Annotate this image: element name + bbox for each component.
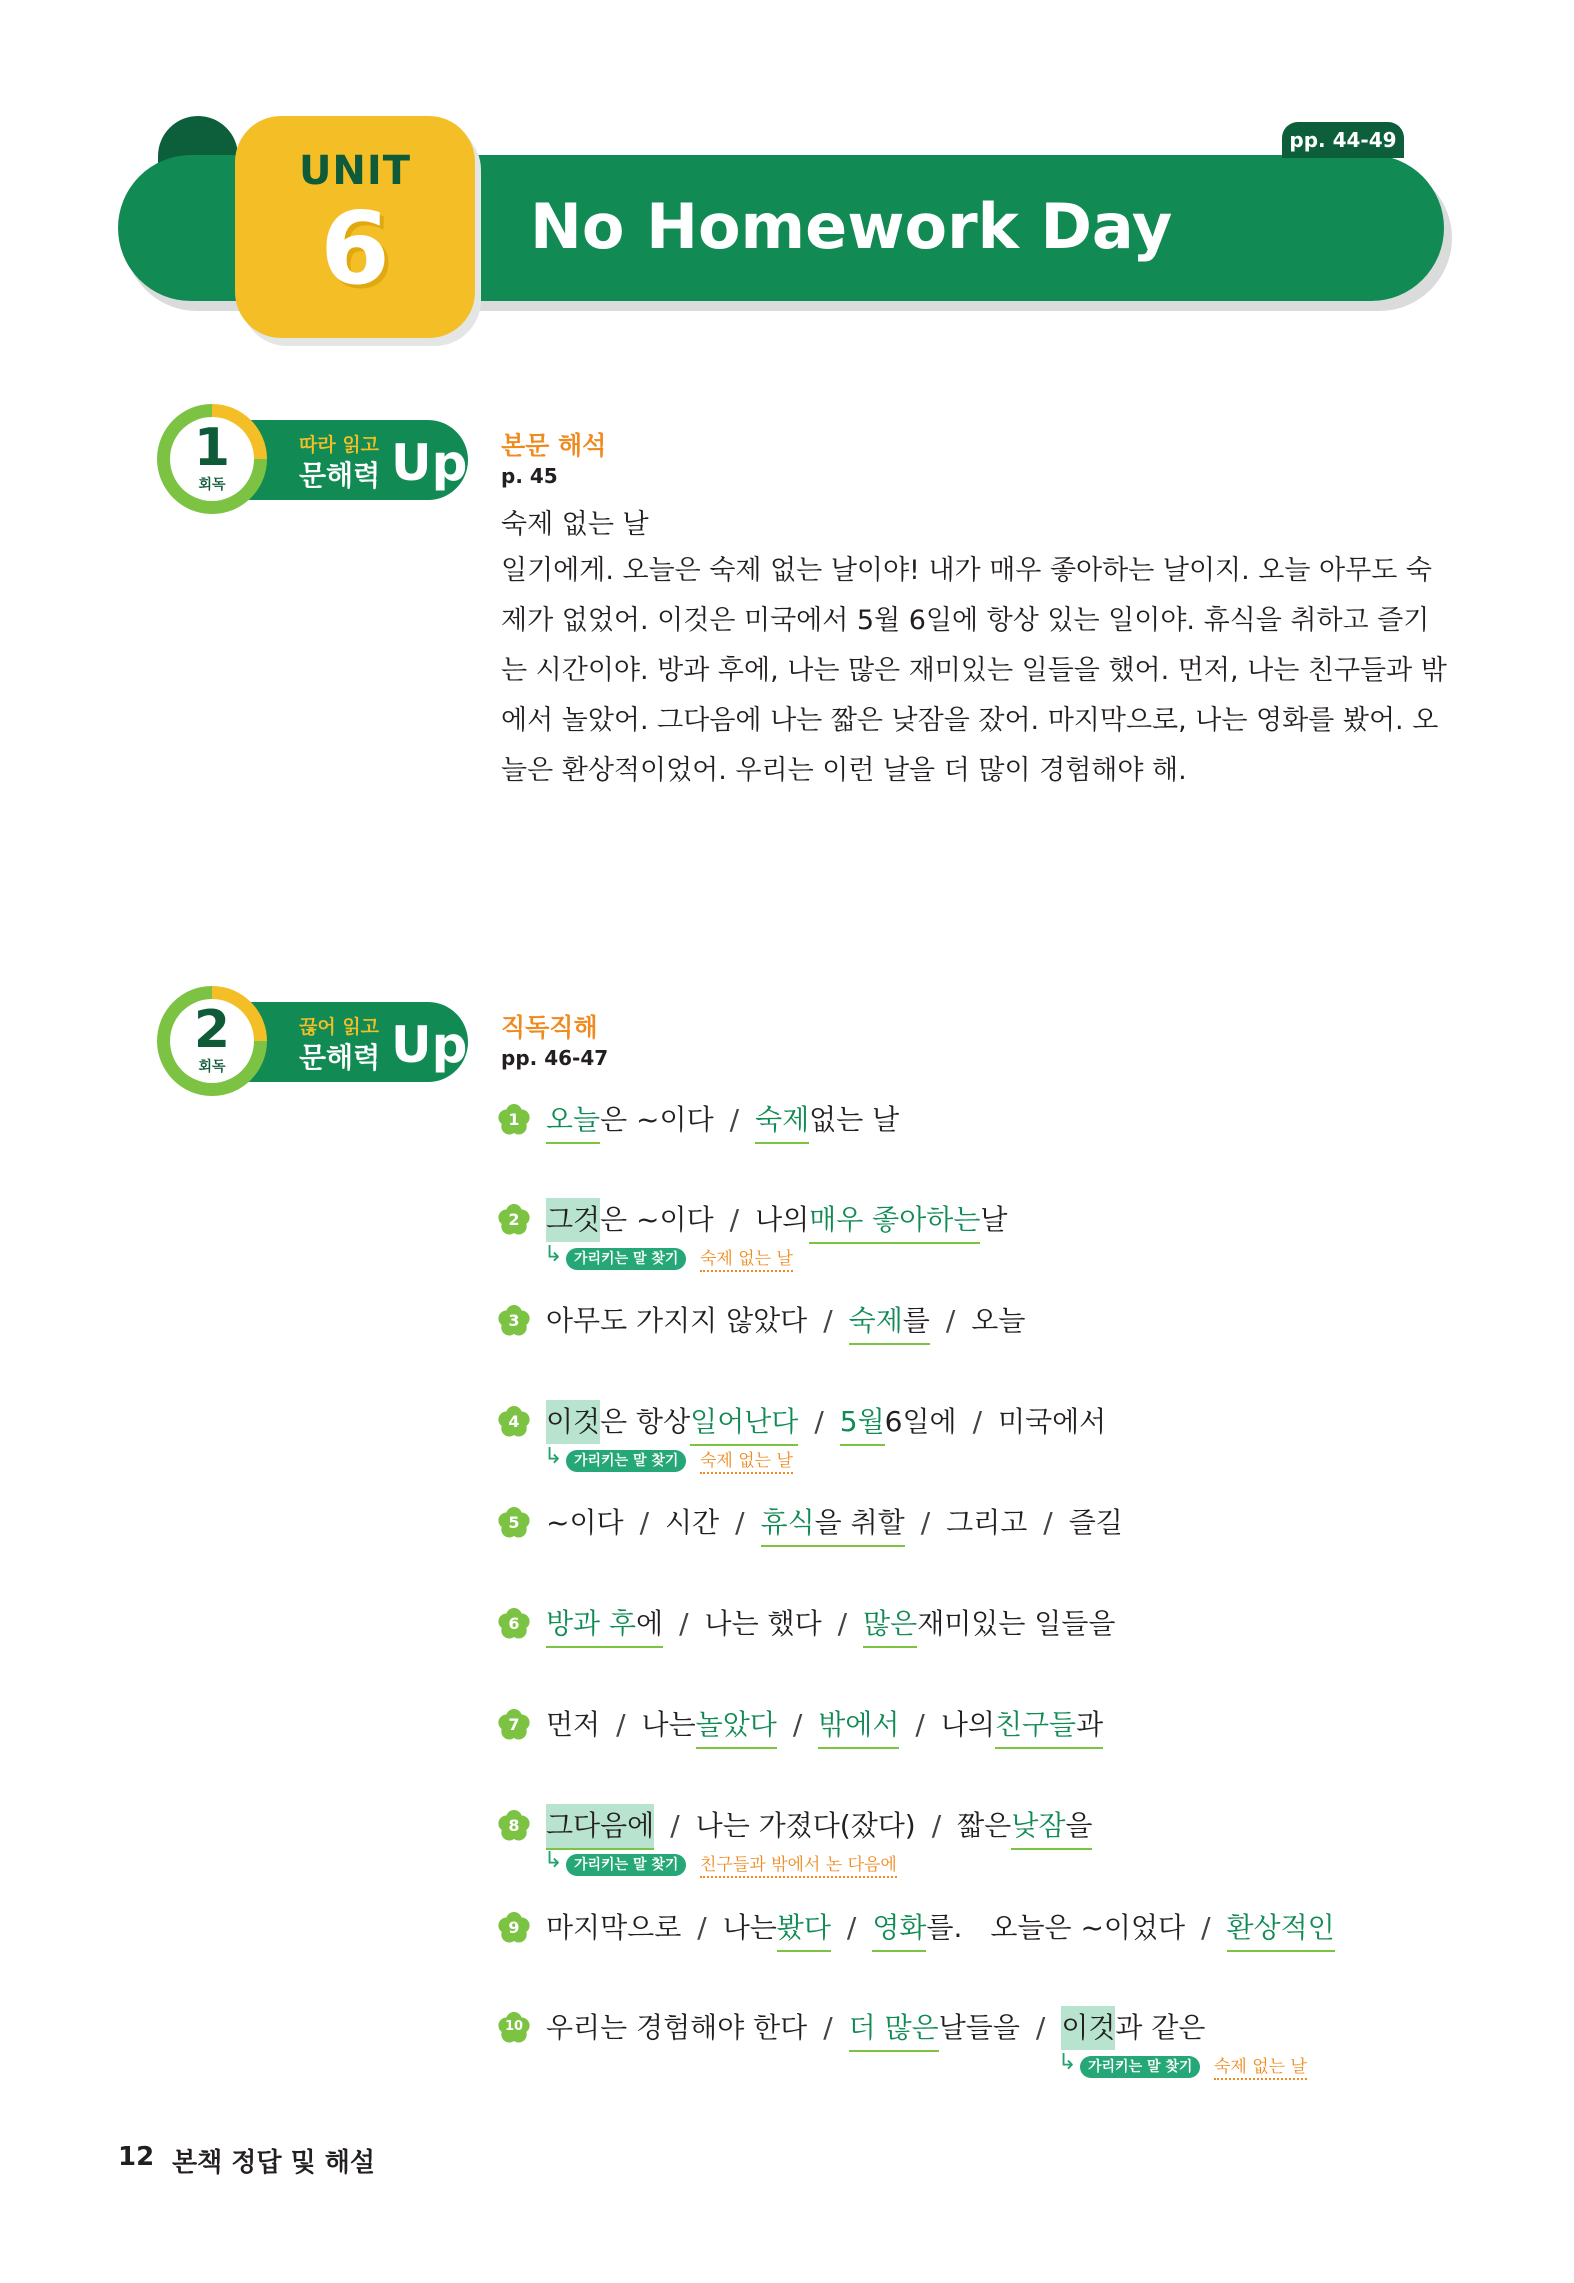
translation-line: 늘은 환상적이었어. 우리는 이런 날을 더 많이 경험해야 해. xyxy=(501,755,1187,786)
badge-main: 문해력 xyxy=(299,1041,381,1074)
flower-number-icon: 4 xyxy=(498,1406,530,1438)
badge-up-icon: Up xyxy=(391,434,468,492)
badge-subtitle: 끊어 읽고 xyxy=(299,1016,380,1038)
translation-line: 일기에게. 오늘은 숙제 없는 날이야! 내가 매우 좋아하는 날이지. 오늘 아무도 숙 xyxy=(501,555,1432,586)
flower-number-icon: 8 xyxy=(498,1810,530,1842)
badge-number: 1 xyxy=(193,418,231,478)
reference-tag: 가리키는 말 찾기 xyxy=(566,1450,686,1472)
reference-tag: 가리키는 말 찾기 xyxy=(566,1854,686,1876)
flower-number-icon: 6 xyxy=(498,1608,530,1640)
unit-title: No Homework Day xyxy=(530,190,1173,263)
pages-badge: pp. 44-49 xyxy=(1282,122,1404,158)
reference-answer: 숙제 없는 날 xyxy=(700,1248,793,1272)
reading-text: 마지막으로 / 나는봤다 / 영화를. 오늘은 ~이었다 / 환상적인 xyxy=(546,1906,1335,1952)
badge-number: 2 xyxy=(193,1000,231,1060)
badge-main: 문해력 xyxy=(299,459,381,492)
reading-text: 아무도 가지지 않았다 / 숙제를 / 오늘 xyxy=(546,1299,1025,1345)
reading-text: 이것은 항상일어난다 / 5월6일에 / 미국에서 xyxy=(546,1400,1106,1446)
reading-text: 오늘은 ~이다 / 숙제없는 날 xyxy=(546,1098,899,1144)
unit-label: UNIT xyxy=(298,148,412,194)
flower-number-icon: 3 xyxy=(498,1305,530,1337)
page-number: 12 xyxy=(118,2142,155,2172)
section1-badge xyxy=(157,404,469,514)
arrow-icon: ↳ xyxy=(1058,2050,1077,2075)
reference-answer: 친구들과 밖에서 논 다음에 xyxy=(700,1854,897,1878)
reference-answer: 숙제 없는 날 xyxy=(1214,2056,1307,2080)
section2-title: 직독직해 xyxy=(501,1013,598,1042)
flower-number-icon: 7 xyxy=(498,1709,530,1741)
reference-answer: 숙제 없는 날 xyxy=(700,1450,793,1474)
arrow-icon: ↳ xyxy=(544,1848,563,1873)
section2-pages: pp. 46-47 xyxy=(501,1046,609,1070)
translation-line: 는 시간이야. 방과 후에, 나는 많은 재미있는 일들을 했어. 먼저, 나는 친구들과 밖 xyxy=(501,655,1447,686)
section1-title: 본문 해석 xyxy=(501,431,607,460)
reading-text: 우리는 경험해야 한다 / 더 많은날들을 / 이것과 같은 xyxy=(546,2006,1205,2052)
arrow-icon: ↳ xyxy=(544,1242,563,1267)
badge-hoe: 회독 xyxy=(198,477,226,493)
badge-up-icon: Up xyxy=(391,1016,468,1074)
flower-number-icon: 2 xyxy=(498,1204,530,1236)
translation-body xyxy=(501,546,1447,796)
translation-line: 제가 없었어. 이것은 미국에서 5월 6일에 항상 있는 일이야. 휴식을 취하고 즐기 xyxy=(501,605,1430,636)
translation-title: 숙제 없는 날 xyxy=(501,509,649,540)
reading-text: ~이다 / 시간 / 휴식을 취할 / 그리고 / 즐길 xyxy=(546,1501,1123,1547)
flower-number-icon: 1 xyxy=(498,1104,530,1136)
reading-text: 방과 후에 / 나는 했다 / 많은재미있는 일들을 xyxy=(546,1602,1115,1648)
badge-hoe: 회독 xyxy=(198,1059,226,1075)
footer-text: 본책 정답 및 해설 xyxy=(172,2148,375,2178)
reading-text: 그다음에 / 나는 가졌다(잤다) / 짧은낮잠을 xyxy=(546,1804,1092,1850)
reading-text: 먼저 / 나는놀았다 / 밖에서 / 나의친구들과 xyxy=(546,1703,1103,1749)
flower-number-icon: 9 xyxy=(498,1912,530,1944)
flower-number-icon: 10 xyxy=(498,2012,530,2044)
badge-subtitle: 따라 읽고 xyxy=(299,434,380,456)
section2-badge xyxy=(157,986,469,1096)
section1-pages: p. 45 xyxy=(501,464,558,488)
reference-tag: 가리키는 말 찾기 xyxy=(566,1248,686,1270)
flower-number-icon: 5 xyxy=(498,1507,530,1539)
arrow-icon: ↳ xyxy=(544,1444,563,1469)
translation-line: 에서 놀았어. 그다음에 나는 짧은 낮잠을 잤어. 마지막으로, 나는 영화를 봤어. 오 xyxy=(501,705,1439,736)
reading-text: 그것은 ~이다 / 나의매우 좋아하는날 xyxy=(546,1198,1007,1244)
reference-tag: 가리키는 말 찾기 xyxy=(1080,2056,1200,2078)
unit-number: 6 xyxy=(320,190,390,307)
